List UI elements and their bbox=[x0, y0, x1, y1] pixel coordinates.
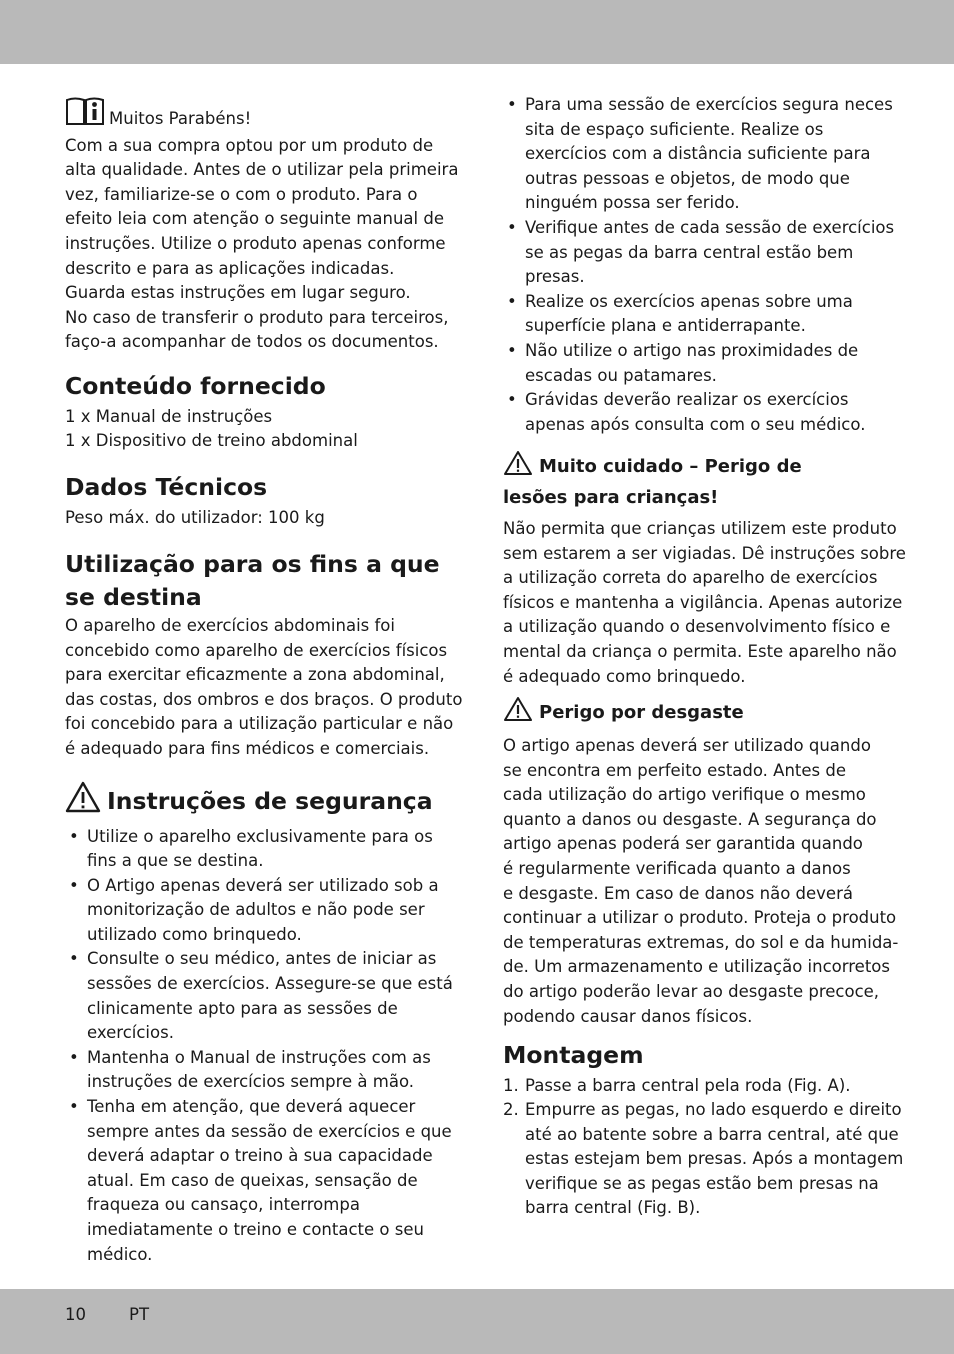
intro-line: instruções. Utilize o produto apenas conforme bbox=[65, 233, 446, 253]
children-warning-heading-text-1: Muito cuidado – Perigo de bbox=[539, 456, 802, 477]
safety-continued-section bbox=[503, 93, 898, 437]
bullet-item bbox=[503, 216, 898, 290]
warning-triangle-icon bbox=[65, 781, 101, 822]
bullet-text-line: clinicamente apto para as sessões de bbox=[87, 998, 398, 1018]
bullet-item bbox=[65, 1095, 460, 1267]
step-text-line: Passe a barra central pela roda (Fig. A). bbox=[525, 1075, 851, 1095]
wear-warning-line: de. Um armazenamento e utilização incorretos bbox=[503, 957, 890, 977]
bullet-text-line: ninguém possa ser ferido. bbox=[525, 193, 740, 213]
intended-use-heading-line: Utilização para os fins a que bbox=[65, 550, 440, 578]
technical-heading: Dados Técnicos bbox=[65, 473, 268, 501]
safety-section bbox=[65, 781, 460, 1267]
bullet-text-line: sita de espaço suficiente. Realize os bbox=[525, 119, 824, 139]
wear-warning-line: do artigo poderão levar ao desgaste precoce, bbox=[503, 981, 880, 1001]
safety-list-left bbox=[65, 825, 460, 1268]
children-warning-line: Não permita que crianças utilizem este produto bbox=[503, 519, 897, 538]
intro-line: Guarda estas instruções em lugar seguro. bbox=[65, 283, 411, 303]
bullet-marker: • bbox=[69, 875, 79, 895]
bullet-text-line: Verifique antes de cada sessão de exercícios bbox=[525, 217, 895, 237]
children-warning-text bbox=[503, 517, 906, 689]
manual-info-icon bbox=[65, 96, 105, 134]
bullet-text-line: deverá adaptar o treino à sua capacidade bbox=[87, 1146, 433, 1166]
intended-use-line: para exercitar eficazmente a zona abdominal, bbox=[65, 665, 445, 685]
bullet-text-line: sempre antes da sessão de exercícios e que bbox=[87, 1121, 452, 1141]
children-warning-line: sem estarem a ser vigiadas. Dê instruções sobre bbox=[503, 543, 906, 563]
safety-list-right bbox=[503, 93, 898, 437]
wear-warning-line: O artigo apenas deverá ser utilizado quando bbox=[503, 736, 871, 755]
bullet-text-line: atual. Em caso de queixas, sensação de bbox=[87, 1170, 418, 1190]
bullet-marker: • bbox=[507, 217, 517, 237]
intended-use-text bbox=[65, 614, 463, 762]
intro-line: efeito leia com atenção o seguinte manual de bbox=[65, 209, 444, 229]
technical-section bbox=[65, 471, 460, 530]
bullet-item bbox=[503, 93, 898, 216]
bullet-text-line: se as pegas da barra central estão bem bbox=[525, 242, 854, 262]
safety-heading-line bbox=[65, 781, 460, 822]
intro-line: No caso de transferir o produto para terceiros, bbox=[65, 307, 449, 327]
intro-section bbox=[65, 96, 460, 355]
wear-warning-line: e desgaste. Em caso de danos não deverá bbox=[503, 883, 853, 903]
intended-use-heading-line: se destina bbox=[65, 582, 202, 611]
bullet-text-line: outras pessoas e objetos, de modo que bbox=[525, 168, 850, 188]
bullet-marker: • bbox=[507, 340, 517, 360]
intended-use-line: das costas, dos ombros e dos braços. O produto bbox=[65, 689, 463, 709]
bullet-text-line: O Artigo apenas deverá ser utilizado sob a bbox=[87, 875, 439, 895]
bullet-item bbox=[65, 947, 460, 1045]
bullet-text-line: exercícios. bbox=[87, 1023, 174, 1043]
bullet-marker: • bbox=[69, 1047, 79, 1067]
assembly-step bbox=[503, 1074, 898, 1099]
wear-warning-line: podendo causar danos físicos. bbox=[503, 1006, 753, 1026]
step-text-line: até ao batente sobre a barra central, até que bbox=[525, 1124, 899, 1144]
warning-triangle-icon bbox=[503, 696, 533, 730]
wear-warning-line: artigo apenas poderá ser garantida quando bbox=[503, 834, 863, 854]
children-warning-line: a utilização correta do aparelho de exercícios bbox=[503, 568, 878, 588]
wear-warning-text bbox=[503, 734, 898, 1029]
bullet-text-line: monitorização de adultos e não pode ser bbox=[87, 900, 425, 920]
assembly-step bbox=[503, 1098, 904, 1221]
contents-item: 1 x Dispositivo de treino abdominal bbox=[65, 431, 358, 451]
bullet-item bbox=[503, 339, 898, 388]
bullet-text-line: exercícios com a distância suficiente para bbox=[525, 144, 871, 164]
children-warning-heading-line-1 bbox=[503, 450, 898, 484]
bullet-text-line: instruções de exercícios sempre à mão. bbox=[87, 1072, 415, 1092]
wear-warning-heading-line bbox=[503, 696, 898, 730]
intro-text bbox=[65, 134, 460, 355]
language-code: PT bbox=[129, 1305, 150, 1324]
step-text-line: verifique se as pegas estão bem presas na bbox=[525, 1173, 879, 1193]
intended-use-line: concebido como aparelho de exercícios físicos bbox=[65, 640, 448, 660]
bullet-text-line: utilizado como brinquedo. bbox=[87, 924, 302, 944]
intended-use-line: é adequado para fins médicos e comerciais. bbox=[65, 738, 430, 758]
bullet-text-line: Não utilize o artigo nas proximidades de bbox=[525, 340, 859, 360]
assembly-section bbox=[503, 1039, 904, 1221]
step-number: 2. bbox=[503, 1100, 519, 1120]
step-text-line: barra central (Fig. B). bbox=[525, 1198, 701, 1218]
intended-use-heading bbox=[65, 548, 460, 613]
bullet-text-line: Para uma sessão de exercícios segura neces bbox=[525, 95, 893, 114]
warning-triangle-icon bbox=[503, 450, 533, 484]
intro-title: Muitos Parabéns! bbox=[109, 109, 252, 128]
bullet-text-line: presas. bbox=[525, 267, 585, 287]
step-number: 1. bbox=[503, 1075, 519, 1095]
bullet-text-line: sessões de exercícios. Assegure-se que está bbox=[87, 974, 453, 994]
bullet-text-line: Utilize o aparelho exclusivamente para os bbox=[87, 826, 433, 846]
bullet-marker: • bbox=[69, 826, 79, 846]
safety-heading: Instruções de segurança bbox=[107, 787, 433, 815]
bullet-text-line: Grávidas deverão realizar os exercícios bbox=[525, 390, 849, 410]
wear-warning-heading: Perigo por desgaste bbox=[539, 702, 744, 723]
bullet-text-line: Tenha em atenção, que deverá aquecer bbox=[87, 1097, 416, 1117]
bullet-marker: • bbox=[69, 1097, 79, 1117]
contents-item: 1 x Manual de instruções bbox=[65, 406, 273, 426]
children-warning-heading-line-2: lesões para crianças! bbox=[503, 487, 719, 508]
technical-text bbox=[65, 506, 460, 531]
children-warning-line: a utilização quando o desenvolvimento físico e bbox=[503, 617, 891, 637]
page-number: 10 bbox=[65, 1305, 86, 1324]
bullet-marker: • bbox=[507, 95, 517, 114]
bullet-marker: • bbox=[507, 291, 517, 311]
intro-line: faço-a acompanhar de todos os documentos. bbox=[65, 332, 439, 352]
children-warning-line: mental da criança o permita. Este aparelho não bbox=[503, 641, 897, 661]
bullet-text-line: escadas ou patamares. bbox=[525, 365, 717, 385]
intro-line: Com a sua compra optou por um produto de bbox=[65, 135, 434, 155]
bullet-text-line: médico. bbox=[87, 1244, 153, 1264]
children-warning-section bbox=[503, 450, 906, 689]
children-warning-line: físicos e mantenha a vigilância. Apenas autorize bbox=[503, 592, 903, 612]
intended-use-line: O aparelho de exercícios abdominais foi bbox=[65, 616, 395, 635]
contents-heading: Conteúdo fornecido bbox=[65, 372, 326, 400]
bullet-item bbox=[65, 825, 460, 874]
intro-line: descrito e para as aplicações indicadas. bbox=[65, 258, 395, 278]
children-warning-line: é adequado como brinquedo. bbox=[503, 666, 746, 686]
bullet-text-line: Mantenha o Manual de instruções com as bbox=[87, 1047, 431, 1067]
bullet-text-line: fraqueza ou cansaço, interrompa bbox=[87, 1195, 360, 1215]
assembly-steps bbox=[503, 1074, 904, 1222]
bullet-text-line: Realize os exercícios apenas sobre uma bbox=[525, 291, 853, 311]
wear-warning-line: de temperaturas extremas, do sol e da humida- bbox=[503, 932, 899, 952]
wear-warning-line: cada utilização do artigo verifique o mesmo bbox=[503, 785, 866, 805]
wear-warning-line: continuar a utilizar o produto. Proteja o produto bbox=[503, 908, 897, 928]
bullet-item bbox=[65, 874, 460, 948]
assembly-heading: Montagem bbox=[503, 1041, 644, 1069]
wear-warning-line: quanto a danos ou desgaste. A segurança do bbox=[503, 809, 877, 829]
wear-warning-line: é regularmente verificada quanto a danos bbox=[503, 858, 851, 878]
wear-warning-line: se encontra em perfeito estado. Antes de bbox=[503, 760, 846, 780]
bullet-marker: • bbox=[69, 949, 79, 969]
intended-use-line: foi concebido para a utilização particular e não bbox=[65, 714, 454, 734]
header-band bbox=[0, 0, 954, 64]
children-warning-heading bbox=[503, 450, 898, 511]
contents-section bbox=[65, 370, 460, 454]
bullet-text-line: imediatamente o treino e contacte o seu bbox=[87, 1220, 424, 1239]
bullet-text-line: apenas após consulta com o seu médico. bbox=[525, 414, 866, 434]
step-text-line: estas estejam bem presas. Após a montagem bbox=[525, 1149, 904, 1169]
bullet-item bbox=[503, 388, 898, 437]
intro-line: alta qualidade. Antes de o utilizar pela primeira bbox=[65, 160, 459, 180]
bullet-marker: • bbox=[507, 390, 517, 410]
bullet-text-line: Consulte o seu médico, antes de iniciar as bbox=[87, 949, 437, 969]
contents-list bbox=[65, 405, 460, 454]
bullet-item bbox=[65, 1046, 460, 1095]
bullet-text-line: fins a que se destina. bbox=[87, 851, 264, 871]
intro-line: vez, familiarize-se o com o produto. Para o bbox=[65, 184, 418, 204]
technical-item: Peso máx. do utilizador: 100 kg bbox=[65, 507, 325, 527]
intro-title-line bbox=[65, 96, 460, 134]
step-text-line: Empurre as pegas, no lado esquerdo e direito bbox=[525, 1100, 902, 1120]
intended-use-section bbox=[65, 548, 463, 762]
bullet-text-line: superfície plana e antiderrapante. bbox=[525, 316, 806, 336]
wear-warning-section bbox=[503, 696, 898, 1029]
bullet-item bbox=[503, 290, 898, 339]
